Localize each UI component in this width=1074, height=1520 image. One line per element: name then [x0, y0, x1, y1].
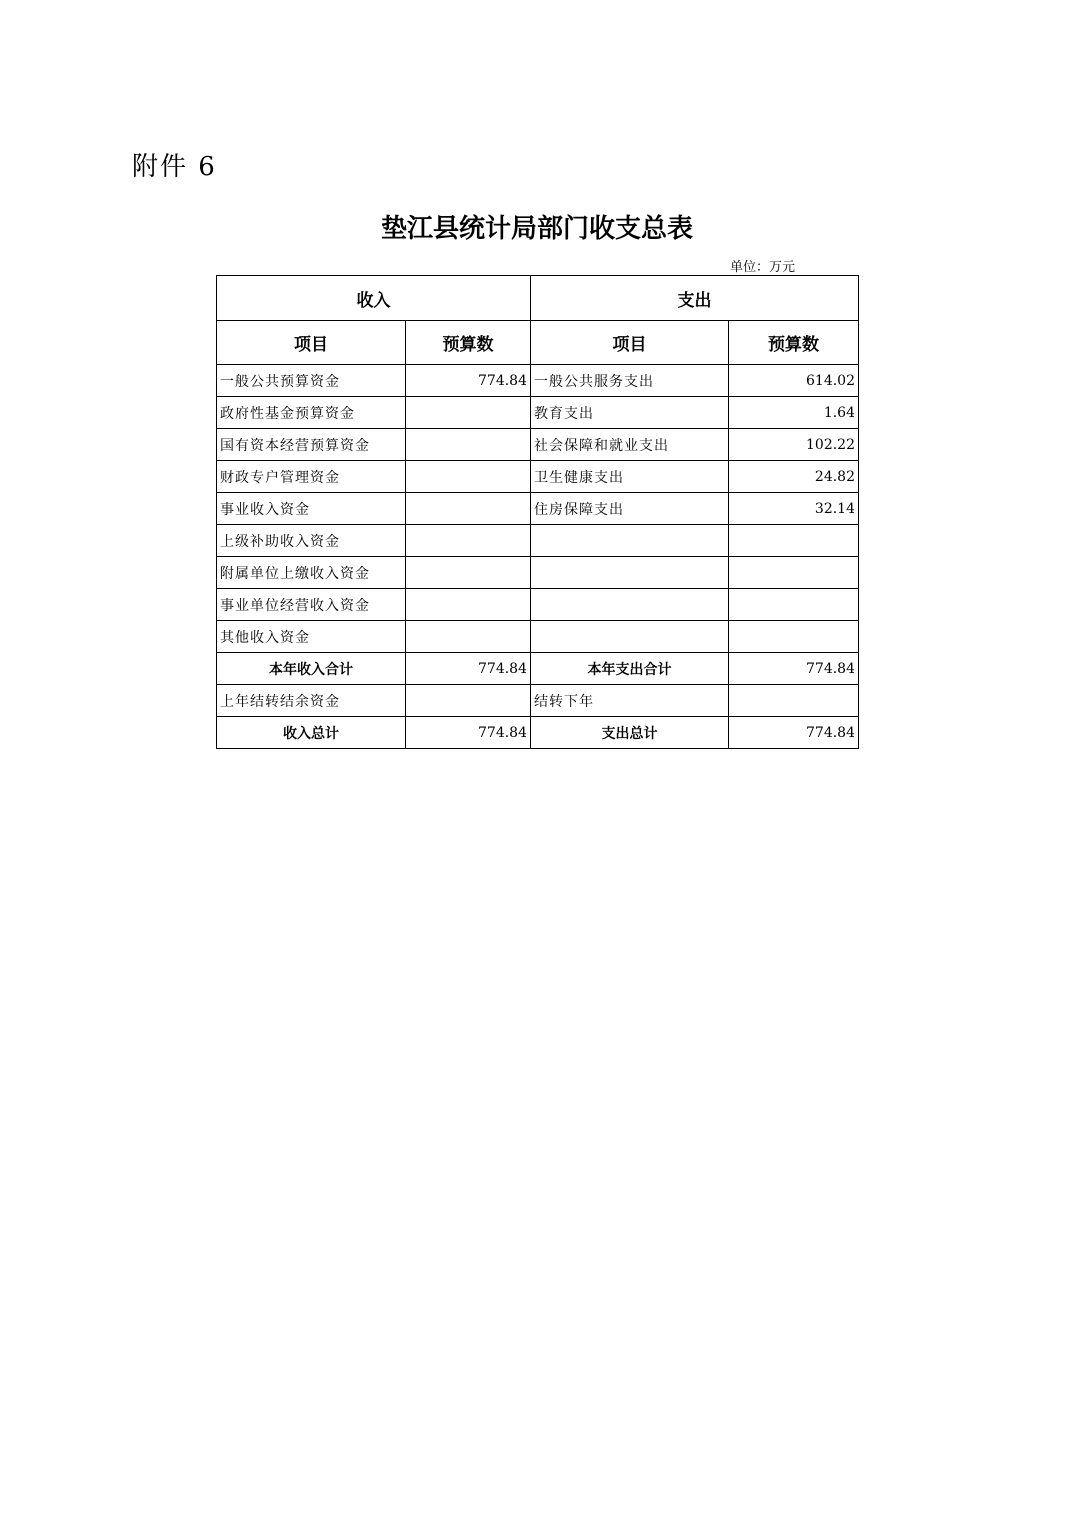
income-item: 财政专户管理资金 [217, 461, 406, 493]
expense-value: 1.64 [729, 397, 859, 429]
total-row [217, 717, 859, 749]
expense-header: 支出 [531, 276, 859, 321]
income-item: 国有资本经营预算资金 [217, 429, 406, 461]
income-item: 事业单位经营收入资金 [217, 589, 406, 621]
income-carryover-label: 上年结转结余资金 [217, 685, 406, 717]
income-item: 事业收入资金 [217, 493, 406, 525]
income-header: 收入 [217, 276, 531, 321]
page-title: 垫江县统计局部门收支总表 [380, 214, 693, 244]
income-carryover-value [406, 685, 531, 717]
carryover-row [217, 685, 859, 717]
expense-item [531, 621, 729, 653]
expense-carryover-value [729, 685, 859, 717]
income-value: 774.84 [406, 365, 531, 397]
expense-value: 32.14 [729, 493, 859, 525]
table-row [217, 557, 859, 589]
subtotal-row [217, 653, 859, 685]
expense-subtotal-label: 本年支出合计 [531, 653, 729, 685]
income-budget-header: 预算数 [406, 321, 531, 365]
expense-subtotal-value: 774.84 [729, 653, 859, 685]
expense-item: 住房保障支出 [531, 493, 729, 525]
expense-item: 教育支出 [531, 397, 729, 429]
expense-value: 24.82 [729, 461, 859, 493]
table-row [217, 365, 859, 397]
income-value [406, 621, 531, 653]
expense-item [531, 589, 729, 621]
table-row [217, 621, 859, 653]
table-row [217, 589, 859, 621]
income-value [406, 525, 531, 557]
table-row [217, 397, 859, 429]
income-item: 一般公共预算资金 [217, 365, 406, 397]
income-item: 上级补助收入资金 [217, 525, 406, 557]
table-row [217, 525, 859, 557]
column-header-row [217, 321, 859, 365]
expense-total-value: 774.84 [729, 717, 859, 749]
income-value [406, 589, 531, 621]
expense-item: 卫生健康支出 [531, 461, 729, 493]
income-total-label: 收入总计 [217, 717, 406, 749]
income-item: 其他收入资金 [217, 621, 406, 653]
income-item: 附属单位上缴收入资金 [217, 557, 406, 589]
income-value [406, 493, 531, 525]
expense-value: 614.02 [729, 365, 859, 397]
unit-label: 单位：万元 [730, 260, 796, 275]
income-value [406, 397, 531, 429]
income-value [406, 429, 531, 461]
expense-value [729, 589, 859, 621]
income-item-header: 项目 [217, 321, 406, 365]
expense-item: 社会保障和就业支出 [531, 429, 729, 461]
income-value [406, 557, 531, 589]
expense-item-header: 项目 [531, 321, 729, 365]
expense-item [531, 525, 729, 557]
expense-budget-header: 预算数 [729, 321, 859, 365]
section-header-row [217, 276, 859, 321]
income-item: 政府性基金预算资金 [217, 397, 406, 429]
income-expense-table [216, 275, 859, 749]
income-total-value: 774.84 [406, 717, 531, 749]
table-row [217, 461, 859, 493]
table-row [217, 429, 859, 461]
expense-carryover-label: 结转下年 [531, 685, 729, 717]
expense-value [729, 557, 859, 589]
income-subtotal-value: 774.84 [406, 653, 531, 685]
table-row [217, 493, 859, 525]
expense-value [729, 621, 859, 653]
attachment-label: 附件 6 [132, 152, 217, 182]
expense-value: 102.22 [729, 429, 859, 461]
expense-item: 一般公共服务支出 [531, 365, 729, 397]
income-subtotal-label: 本年收入合计 [217, 653, 406, 685]
income-value [406, 461, 531, 493]
expense-item [531, 557, 729, 589]
expense-total-label: 支出总计 [531, 717, 729, 749]
expense-value [729, 525, 859, 557]
